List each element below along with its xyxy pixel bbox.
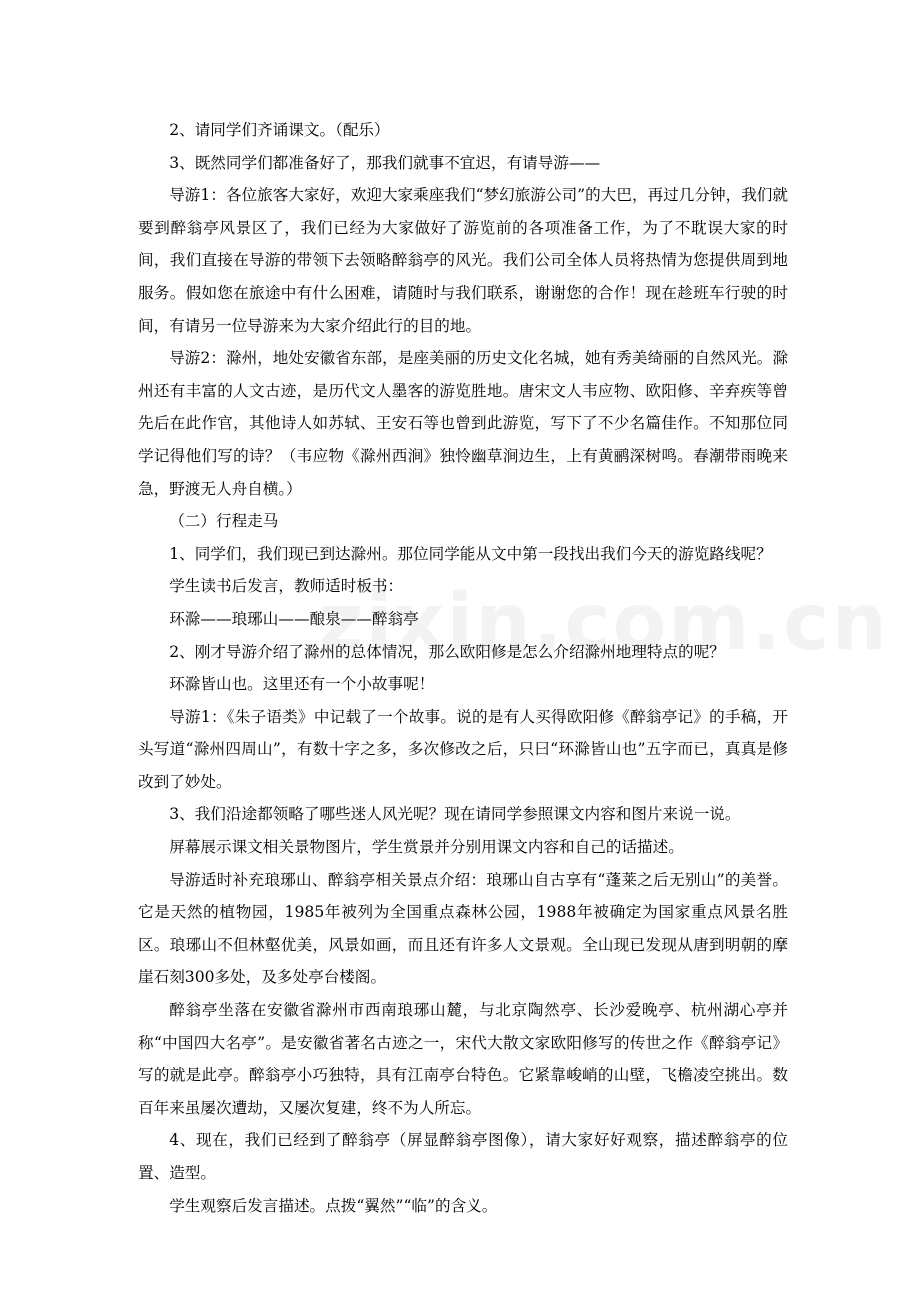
- paragraph-question-route: 1、同学们，我们现已到达滁州。那位同学能从文中第一段找出我们今天的游览路线呢？: [169, 544, 772, 563]
- paragraph-question-scenery: 3、我们沿途都领略了哪些迷人风光呢？现在请同学参照课文内容和图片来说一说。: [169, 805, 741, 824]
- body-text: [138, 114, 788, 1222]
- paragraph-guide2-chuzhou: 导游2：滁州，地处安徽省东部，是座美丽的历史文化名城，她有秀美绮丽的自然风光。滁州还有丰富的人文古迹，是历代文人墨客的游览胜地。唐宋文人韦应物、欧阳修、辛弃疾等曾先后在此作官，其他诗人如苏轼、王安石等也曾到此游览，写下了不少名篇佳作。不知那位同学记得他们写的诗？（韦应物《滁州西涧》独怜幽草涧边生，上有黄鹂深树鸣。春潮带雨晚来急，野渡无人舟自横。）: [138, 349, 788, 498]
- paragraph-zuiweng: 醉翁亭坐落在安徽省滁州市西南琅琊山麓，与北京陶然亭、长沙爱晚亭、杭州湖心亭并称“中国四大名亭”。是安徽省著名古迹之一，宋代大散文家欧阳修写的传世之作《醉翁亭记》写的就是此亭。醉翁亭小巧独特，具有江南亭台特色。它紧靠峻峭的山壁，飞檐凌空挑出。数百年来虽屡次遭劫，又屡次复建，终不为人所忘。: [138, 1001, 788, 1117]
- paragraph-screen-images: 屏幕展示课文相关景物图片，学生赏景并分别用课文内容和自己的话描述。: [169, 838, 684, 857]
- paragraph-recite: 2、请同学们齐诵课文。（配乐）: [169, 121, 390, 139]
- paragraph-student-describe: 学生观察后发言描述。点拨“翼然”“临”的含义。: [169, 1196, 498, 1215]
- paragraph-student-answer: 学生读书后发言，教师适时板书：: [169, 577, 404, 596]
- paragraph-langya: 导游适时补充琅琊山、醉翁亭相关景点介绍：琅琊山自古享有“蓬莱之后无别山”的美誉。它是天然的植物园，1985年被列为全国重点森林公园，1988年被确定为国家重点风景名胜区。琅琊山不但林壑优美，风景如画，而且还有许多人文景观。全山现已发现从唐到明朝的摩崖石刻300多处，及多处亭台楼阁。: [138, 870, 788, 987]
- paragraph-question-geography: 2、刚才导游介绍了滁州的总体情况，那么欧阳修是怎么介绍滁州地理特点的呢？: [169, 642, 725, 661]
- section-heading: （二）行程走马: [169, 512, 279, 531]
- paragraph-observe-pavilion: 4、现在，我们已经到了醉翁亭（屏显醉翁亭图像），请大家好好观察，描述醉翁亭的位置、造型。: [138, 1131, 788, 1182]
- paragraph-guide1-welcome: 导游1：各位旅客大家好，欢迎大家乘座我们“梦幻旅游公司”的大巴，再过几分钟，我们就要到醉翁亭风景区了，我们已经为大家做好了游览前的各项准备工作，为了不耽误大家的时间，我们直接在导游的带领下去领略醉翁亭的风光。我们公司全体人员将热情为您提供周到地服务。假如您在旅途中有什么困难，请随时与我们联系，谢谢您的合作！现在趁班车行驶的时间，有请另一位导游来为大家介绍此行的目的地。: [138, 186, 788, 335]
- paragraph-route: 环滁——琅琊山——酿泉——醉翁亭: [169, 609, 419, 628]
- paragraph-invite-guide: 3、既然同学们都准备好了，那我们就事不宜迟，有请导游——: [169, 153, 601, 172]
- paragraph-guide1-story: 导游1：《朱子语类》中记载了一个故事。说的是有人买得欧阳修《醉翁亭记》的手稿，开头写道“滁州四周山”，有数十字之多，多次修改之后，只曰“环滁皆山也”五字而已，真真是修改到了妙处。: [138, 707, 788, 791]
- paragraph-answer-mountains: 环滁皆山也。这里还有一个小故事呢！: [169, 675, 435, 694]
